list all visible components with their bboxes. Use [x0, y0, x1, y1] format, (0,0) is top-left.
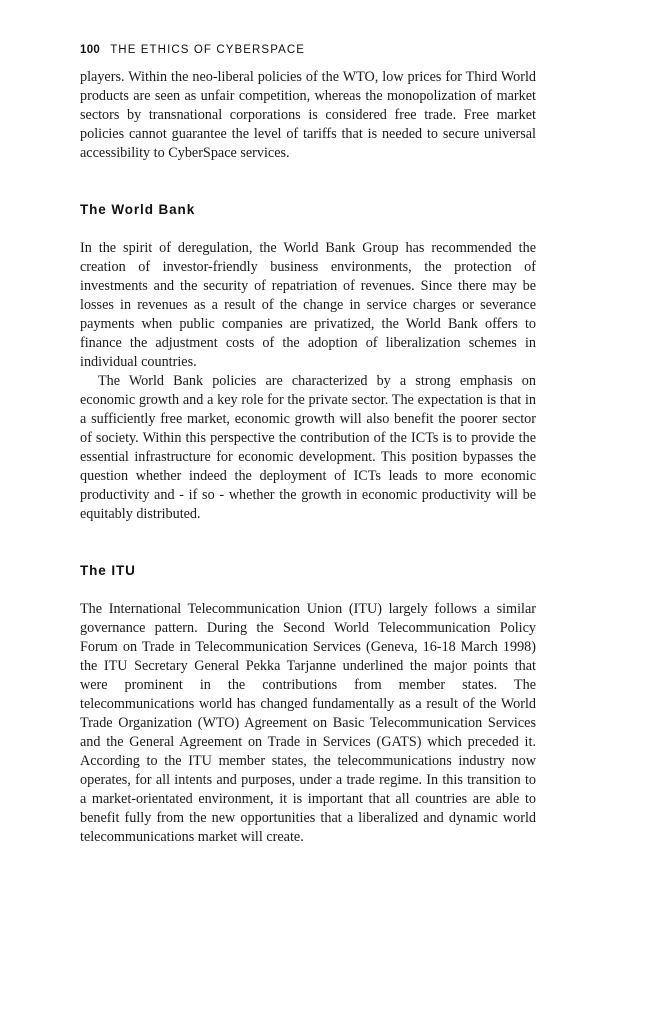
book-page [80, 42, 536, 847]
section-heading-world-bank: The World Bank [80, 202, 196, 217]
spacer [80, 524, 536, 562]
section-heading-itu: The ITU [80, 563, 136, 578]
itu-paragraph: The International Telecommunication Union (ITU) largely follows a similar governance pattern. During the Second World Telecommunication Policy Forum on Trade in Telecommunication Services (Geneva, 16-18 March 1998) the ITU Secretary General Pekka Tarjanne underlined the major points that were prominent in the contributions from member states. The telecommunications world has changed fundamentally as a result of the World Trade Organization (WTO) Agreement on Basic Telecommunication Services and the General Agreement on Trade in Services (GATS) which preceded it. According to the ITU member states, the telecommunications industry now operates, for all intents and purposes, under a trade regime. In this transition to a market-orientated environment, it is important that all countries are able to benefit fully from the new opportunities that a liberalized and dynamic world telecommunications market will create. [80, 601, 536, 845]
page-number: 100 [80, 44, 101, 56]
spacer [80, 219, 536, 239]
spacer [80, 163, 536, 201]
running-head [80, 42, 536, 58]
running-head-title: THE ETHICS OF CYBERSPACE [110, 44, 306, 56]
intro-paragraph: players. Within the neo-liberal policies of the WTO, low prices for Third World products are seen as unfair competition, whereas the monopolization of market sectors by transnational corporations is considered free trade. Free market policies cannot guarantee the level of tariffs that is needed to secure universal accessibility to CyberSpace services. [80, 69, 536, 161]
spacer [80, 580, 536, 600]
world-bank-paragraph-2: The World Bank policies are characterized by a strong emphasis on economic growth and a key role for the private sector. The expectation is that in a sufficiently free market, economic growth will also benefit the poorer sector of society. Within this perspective the contribution of the ICTs is to provide the essential infrastructure for economic development. This position bypasses the question whether indeed the deployment of ICTs leads to more economic productivity and - if so - whether the growth in economic productivity will be equitably distributed. [80, 373, 536, 522]
world-bank-paragraph-1: In the spirit of deregulation, the World Bank Group has recommended the creation of investor-friendly business environments, the protection of investments and the security of repatriation of revenues. Since there may be losses in revenues as a result of the change in service charges or severance payments when public companies are privatized, the World Bank offers to finance the adjustment costs of the adoption of liberalization schemes in individual countries. [80, 240, 536, 370]
